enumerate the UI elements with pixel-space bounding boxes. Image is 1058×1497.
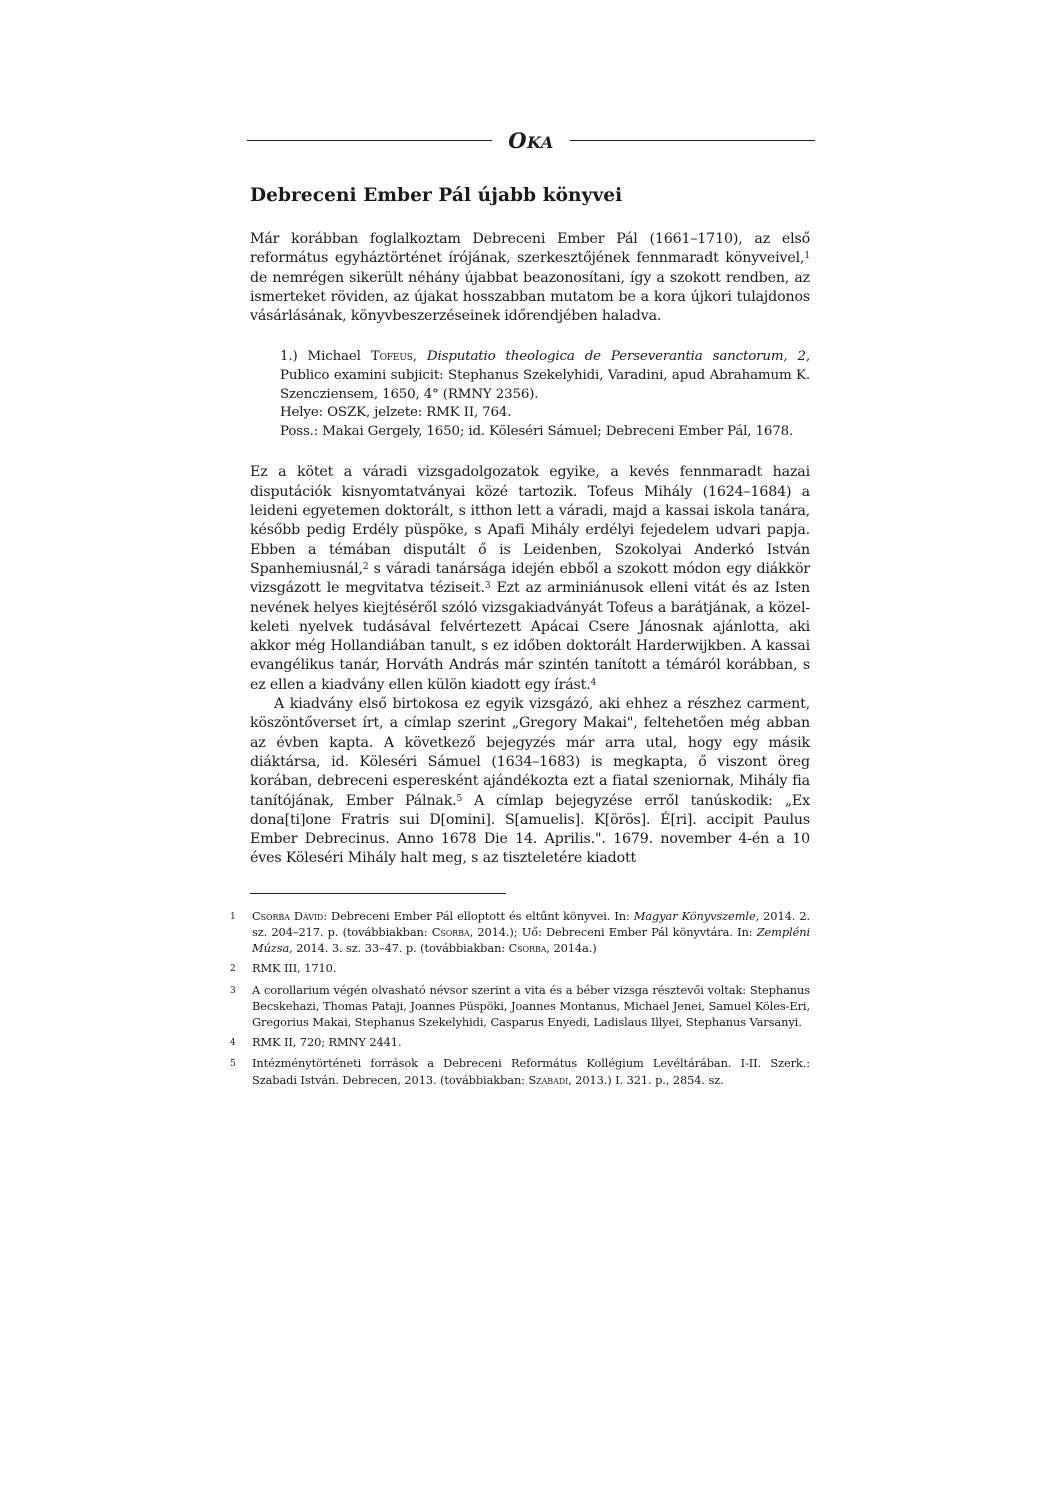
page — [230, 128, 810, 1092]
footnote-text: A corollarium végén olvasható névsor szerint a vita és a béber vizsga résztevői voltak: Stephanus Becskehazi, Thomas Pataji, Joannes Püspöki, Joannes Montanus, Michael Jenei, Samuel Köles-Eri, Gregorius Makai, Stephanus Szekelyhidi, Casparus Enyedi, Ladislaus Illyei, Stephanus Varsanyi. — [252, 982, 810, 1029]
running-header — [247, 128, 815, 153]
footnote-number: 1 — [230, 911, 236, 922]
footnote-number: 3 — [230, 985, 236, 996]
book-provenance: Poss.: Makai Gergely, 1650; id. Köleséri Sámuel; Debreceni Ember Pál, 1678. — [280, 423, 794, 439]
footnote — [230, 982, 810, 1031]
footnote — [230, 908, 810, 957]
body-paragraph: Ez a kötet a váradi vizsgadolgozatok egyike, a kevés fennmaradt hazai disputációk kisnyomtatványai közé tartozik. Tofeus Mihály (1624–1684) a leideni egyetemen doktorált, s itthon lett a váradi, majd a kassai iskola tanára, később pedig Erdély püspöke, s Apafi Mihály erdélyi fejedelem udvari papja. Ebben a témában disputált ő is Leidenben, Szokolyai Anderkó István Spanhemiusnál,$^2$ s váradi tanársága idején ebből a szokott módon egy diákkör vizsgázott le megvitatva téziseit.$^3$ Ezt az arminiánusok elleni vitát és az Isten nevének helyes kiejtéséről szóló vizsgakiadványát Tofeus a barátjának, a közel-keleti nyelvek tudásával felvértezett Apácai Csere Jánosnak ajánlotta, aki akkor még Hollandiában tanult, s ez időben doktorált Harderwijkben. A kassai evangélikus tanár, Horváth András már szintén tanított a témáról korábban, s ez ellen a kiadvány ellen külön kiadott egy írást.$^4$ — [250, 464, 810, 693]
footnote-text: RMK II, 720; RMNY 2441. — [252, 1035, 402, 1050]
footnote-ref[interactable]: 4 — [590, 677, 597, 688]
footnote-ref[interactable]: 2 — [362, 561, 369, 572]
header-rule-right — [570, 140, 815, 141]
footnote-text: RMK III, 1710. — [252, 961, 337, 976]
footnote-rule — [250, 893, 506, 894]
book-entry — [280, 348, 810, 441]
book-citation: 1.) Michael Tofeus, Disputatio theologica de Perseverantia sanctorum, 2, Publico examini subjicit: Stephanus Szekelyhidi, Varadini, apud Abrahamum K. Szencziensem, 1650, 4° (RMNY 2356). — [280, 349, 810, 402]
footnote-number: 2 — [230, 964, 236, 975]
body-paragraph: A kiadvány első birtokosa ez egyik vizsgázó, aki ehhez a részhez carment, köszöntőverset írt, a címlap szerint „Gregory Makai", feltehetően még abban az évben kapta. A következő bejegyzés már arra utal, hogy egy másik diáktársa, id. Köleséri Sámuel (1634–1683) is megkapta, ő viszont öreg korában, debreceni esperesként ajándékozta ezt a fiatal szeniornak, Mihály fia tanítójának, Ember Pálnak.$^5$ A címlap bejegyzése erről tanúskodik: „Ex dona[ti]one Fratris sui D[omini]. S[amuelis]. K[örös]. É[ri]. accipit Paulus Ember Debrecinus. Anno 1678 Die 14. Aprilis.". 1679. november 4-én a 10 éves Köleséri Mihály halt meg, s az tiszteletére kiadott — [250, 696, 810, 867]
footnote-number: 5 — [230, 1059, 236, 1070]
footnotes — [230, 908, 810, 1088]
article-title: Debreceni Ember Pál újabb könyvei — [250, 185, 623, 206]
footnote — [230, 960, 810, 977]
footnote-text: Csorba Dávid: Debreceni Ember Pál elloptott és eltűnt könyvei. In: Magyar Könyvszemle, 2014. 2. sz. 204–217. p. (továbbiakban: Csorba, 2014.); Uő: Debreceni Ember Pál könyvtára. In: Zempléni Múzsa, 2014. 3. sz. 33–47. p. (továbbiakban: Csorba, 2014a.) — [252, 908, 810, 956]
footnote-text: Intézménytörténeti források a Debreceni Református Kollégium Levéltárában. I-II. Szerk.: Szabadi István. Debrecen, 2013. (továbbiakban: Szabadi, 2013.) I. 321. p., 2854. sz. — [252, 1056, 810, 1087]
intro-paragraph: Már korábban foglalkoztam Debreceni Ember Pál (1661–1710), az első református egyháztörténet írójának, szerkesztőjének fennmaradt könyveivel,$^1$ de nemrégen sikerült néhány újabbat beazonosítani, így a szokott rendben, az ismerteket röviden, az újakat hosszabban mutatom be a kora újkori tulajdonos vásárlásának, könyvbeszerzéseinek időrendjében haladva. — [250, 231, 810, 325]
footnote-number: 4 — [230, 1038, 236, 1049]
book-location: Helye: OSZK, jelzete: RMK II, 764. — [280, 405, 512, 421]
running-title-initial: O — [508, 128, 528, 153]
running-title-rest: KA — [527, 133, 554, 152]
book-title: Disputatio theologica de Perseverantia sanctorum, 2, — [426, 349, 810, 365]
footnote — [230, 1055, 810, 1087]
footnote-ref[interactable]: 5 — [456, 793, 463, 804]
header-rule-left — [247, 140, 492, 141]
footnote-ref[interactable]: 1 — [804, 251, 810, 262]
footnote-ref[interactable]: 3 — [484, 581, 491, 592]
footnote — [230, 1034, 810, 1051]
running-title — [492, 128, 569, 153]
